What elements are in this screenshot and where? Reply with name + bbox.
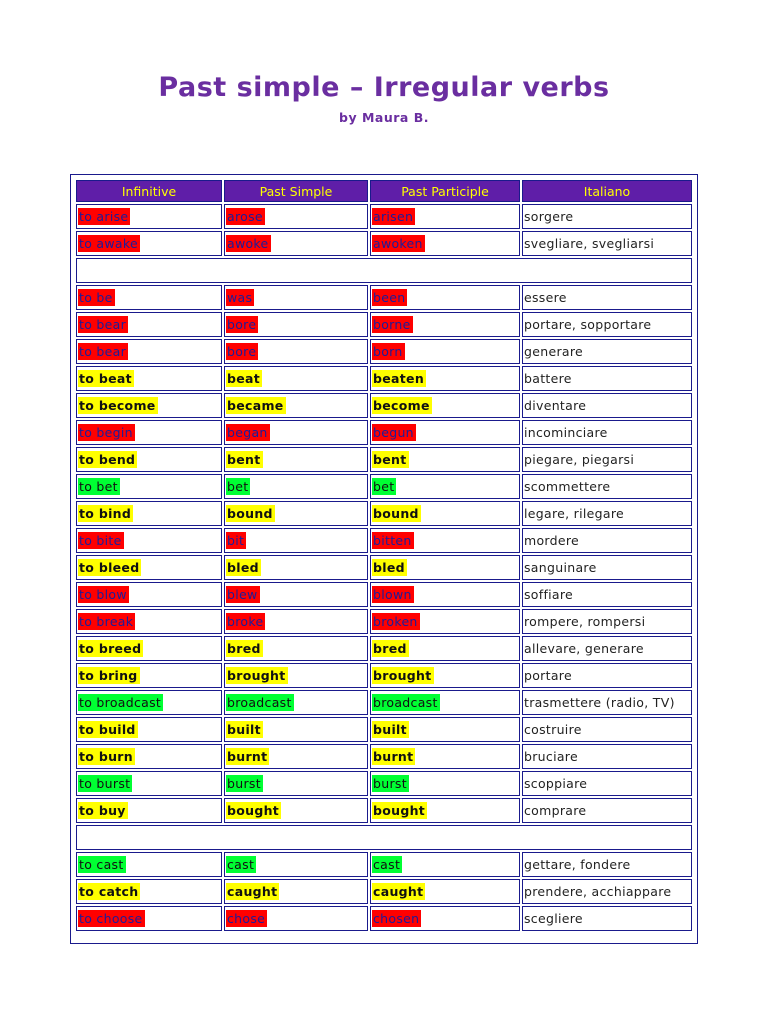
italiano-text: rompere, rompersi [524,614,646,629]
past-participle-text: borne [373,317,411,332]
infinitive-cell [76,879,222,904]
past-participle-cell [370,231,520,256]
past-simple-cell [224,582,368,607]
past-participle-cell [370,420,520,445]
table-body [76,204,692,931]
past-participle-text: broken [373,614,418,629]
infinitive-text: to bend [79,452,136,467]
table-row [76,798,692,823]
past-participle-text: brought [373,668,432,683]
table-row [76,771,692,796]
italiano-cell [522,744,692,769]
infinitive-cell [76,771,222,796]
past-simple-text: bore [227,344,257,359]
past-simple-cell [224,906,368,931]
past-participle-text: awoken [373,236,423,251]
infinitive-text: to become [79,398,156,413]
table-row [76,852,692,877]
past-simple-cell [224,609,368,634]
table-row [76,690,692,715]
past-participle-cell [370,798,520,823]
italiano-text: scommettere [524,479,611,494]
past-simple-cell [224,420,368,445]
past-simple-text: became [227,398,284,413]
past-simple-text: awoke [227,236,269,251]
infinitive-text: to break [79,614,134,629]
infinitive-cell [76,528,222,553]
infinitive-cell [76,204,222,229]
italiano-text: diventare [524,398,587,413]
past-participle-cell [370,474,520,499]
infinitive-text: to arise [79,209,129,224]
table-row [76,366,692,391]
table-row [76,420,692,445]
italiano-cell [522,447,692,472]
past-participle-cell [370,393,520,418]
past-simple-text: bent [227,452,261,467]
past-simple-text: burnt [227,749,268,764]
past-participle-cell [370,582,520,607]
past-simple-cell [224,771,368,796]
italiano-cell [522,312,692,337]
infinitive-text: to burn [79,749,133,764]
past-simple-text: bit [227,533,245,548]
infinitive-cell [76,906,222,931]
infinitive-text: to breed [79,641,142,656]
past-simple-text: was [227,290,253,305]
italiano-text: piegare, piegarsi [524,452,635,467]
table-row [76,663,692,688]
italiano-text: generare [524,344,583,359]
past-simple-cell [224,339,368,364]
table-row [76,906,692,931]
italiano-text: costruire [524,722,582,737]
past-participle-cell [370,609,520,634]
past-simple-text: brought [227,668,286,683]
past-participle-cell [370,717,520,742]
italiano-text: scegliere [524,911,583,926]
table-row [76,609,692,634]
table-row [76,879,692,904]
italiano-cell [522,852,692,877]
italiano-cell [522,393,692,418]
past-participle-text: burnt [373,749,414,764]
italiano-cell [522,609,692,634]
infinitive-text: to bite [79,533,122,548]
italiano-cell [522,474,692,499]
past-simple-text: bet [227,479,249,494]
italiano-cell [522,366,692,391]
infinitive-text: to bear [79,344,127,359]
spacer-cell [76,825,692,850]
infinitive-cell [76,690,222,715]
infinitive-cell [76,447,222,472]
infinitive-text: to bleed [79,560,140,575]
italiano-cell [522,231,692,256]
past-participle-text: caught [373,884,424,899]
past-simple-cell [224,285,368,310]
header-past-participle: Past Participle [370,180,520,202]
past-participle-cell [370,339,520,364]
italiano-text: essere [524,290,567,305]
page-title: Past simple – Irregular verbs [158,72,610,103]
infinitive-text: to choose [79,911,143,926]
past-simple-text: beat [227,371,261,386]
past-simple-text: cast [227,857,255,872]
infinitive-text: to beat [79,371,132,386]
infinitive-cell [76,312,222,337]
italiano-text: portare, sopportare [524,317,652,332]
italiano-text: gettare, fondere [524,857,631,872]
past-participle-text: broadcast [373,695,438,710]
past-simple-cell [224,393,368,418]
past-participle-cell [370,690,520,715]
infinitive-cell [76,366,222,391]
past-simple-text: arose [227,209,263,224]
past-simple-text: broadcast [227,695,292,710]
table-spacer-row [76,825,692,850]
past-simple-cell [224,204,368,229]
infinitive-cell [76,231,222,256]
infinitive-text: to bring [79,668,138,683]
infinitive-text: to burst [79,776,131,791]
past-participle-text: chosen [373,911,420,926]
italiano-text: scoppiare [524,776,588,791]
past-participle-text: built [373,722,407,737]
verbs-table-frame [70,174,698,944]
past-simple-text: bred [227,641,261,656]
infinitive-cell [76,852,222,877]
past-participle-cell [370,447,520,472]
infinitive-cell [76,717,222,742]
past-simple-text: burst [227,776,261,791]
italiano-cell [522,420,692,445]
italiano-cell [522,690,692,715]
infinitive-text: to build [79,722,136,737]
spacer-cell [76,258,692,283]
table-row [76,393,692,418]
past-participle-text: bent [373,452,407,467]
past-simple-cell [224,744,368,769]
past-simple-cell [224,366,368,391]
past-simple-cell [224,879,368,904]
past-participle-cell [370,852,520,877]
verbs-table [74,178,694,933]
infinitive-cell [76,663,222,688]
infinitive-cell [76,636,222,661]
past-participle-cell [370,285,520,310]
past-simple-cell [224,447,368,472]
italiano-cell [522,528,692,553]
infinitive-cell [76,339,222,364]
infinitive-cell [76,285,222,310]
italiano-cell [522,717,692,742]
past-participle-text: arisen [373,209,414,224]
past-simple-text: blew [227,587,258,602]
past-simple-cell [224,717,368,742]
italiano-text: prendere, acchiappare [524,884,672,899]
past-participle-text: blown [373,587,412,602]
italiano-cell [522,771,692,796]
infinitive-text: to bind [79,506,132,521]
infinitive-text: to broadcast [79,695,162,710]
past-simple-text: built [227,722,261,737]
infinitive-cell [76,420,222,445]
past-participle-text: burst [373,776,407,791]
italiano-cell [522,204,692,229]
past-participle-text: cast [373,857,401,872]
infinitive-text: to awake [79,236,138,251]
infinitive-text: to buy [79,803,126,818]
table-row [76,339,692,364]
past-simple-cell [224,501,368,526]
italiano-text: sanguinare [524,560,597,575]
italiano-text: svegliare, svegliarsi [524,236,655,251]
past-simple-text: bore [227,317,257,332]
infinitive-text: to blow [79,587,127,602]
italiano-text: trasmettere (radio, TV) [524,695,675,710]
past-participle-text: bled [373,560,405,575]
italiano-cell [522,879,692,904]
italiano-cell [522,582,692,607]
past-participle-text: bound [373,506,419,521]
italiano-cell [522,339,692,364]
past-simple-cell [224,663,368,688]
italiano-cell [522,555,692,580]
table-spacer-row [76,258,692,283]
past-participle-text: bitten [373,533,412,548]
past-participle-cell [370,663,520,688]
italiano-cell [522,798,692,823]
past-simple-text: bled [227,560,259,575]
italiano-cell [522,906,692,931]
table-row [76,447,692,472]
past-participle-text: become [373,398,430,413]
infinitive-text: to cast [79,857,124,872]
past-participle-cell [370,771,520,796]
infinitive-text: to bet [79,479,118,494]
past-simple-cell [224,528,368,553]
infinitive-cell [76,798,222,823]
italiano-text: incominciare [524,425,608,440]
infinitive-cell [76,393,222,418]
past-participle-text: been [373,290,406,305]
past-simple-cell [224,690,368,715]
table-row [76,717,692,742]
italiano-text: comprare [524,803,587,818]
past-simple-cell [224,852,368,877]
past-simple-cell [224,798,368,823]
table-row [76,555,692,580]
italiano-text: portare [524,668,572,683]
past-participle-text: beaten [373,371,425,386]
infinitive-cell [76,582,222,607]
table-header-row [76,180,692,202]
infinitive-text: to be [79,290,113,305]
past-participle-cell [370,366,520,391]
italiano-cell [522,636,692,661]
past-participle-text: bet [373,479,395,494]
infinitive-cell [76,474,222,499]
past-participle-text: begun [373,425,414,440]
infinitive-text: to bear [79,317,127,332]
table-row [76,204,692,229]
header-italiano: Italiano [522,180,692,202]
italiano-cell [522,285,692,310]
past-simple-text: bound [227,506,273,521]
past-simple-text: caught [227,884,278,899]
italiano-text: mordere [524,533,580,548]
past-participle-cell [370,501,520,526]
table-row [76,312,692,337]
italiano-text: soffiare [524,587,574,602]
past-participle-cell [370,555,520,580]
italiano-cell [522,663,692,688]
past-simple-cell [224,636,368,661]
header-infinitive: Infinitive [76,180,222,202]
past-simple-cell [224,231,368,256]
table-row [76,744,692,769]
past-participle-cell [370,744,520,769]
past-simple-text: chose [227,911,266,926]
infinitive-text: to begin [79,425,133,440]
italiano-text: sorgere [524,209,574,224]
past-simple-cell [224,312,368,337]
past-simple-cell [224,474,368,499]
past-participle-text: bred [373,641,407,656]
table-row [76,582,692,607]
italiano-text: allevare, generare [524,641,644,656]
past-participle-text: born [373,344,403,359]
table-row [76,231,692,256]
table-row [76,474,692,499]
past-simple-text: bought [227,803,280,818]
past-participle-cell [370,879,520,904]
past-participle-text: bought [373,803,426,818]
infinitive-cell [76,609,222,634]
table-row [76,285,692,310]
infinitive-cell [76,744,222,769]
header-past-simple: Past Simple [224,180,368,202]
table-row [76,636,692,661]
past-participle-cell [370,528,520,553]
italiano-cell [522,501,692,526]
past-simple-text: broke [227,614,264,629]
past-participle-cell [370,636,520,661]
infinitive-cell [76,555,222,580]
past-participle-cell [370,312,520,337]
page-subtitle: by Maura B. [339,110,429,125]
past-simple-text: began [227,425,268,440]
past-participle-cell [370,906,520,931]
table-row [76,501,692,526]
italiano-text: legare, rilegare [524,506,624,521]
table-row [76,528,692,553]
past-simple-cell [224,555,368,580]
infinitive-cell [76,501,222,526]
infinitive-text: to catch [79,884,139,899]
past-participle-cell [370,204,520,229]
italiano-text: battere [524,371,572,386]
italiano-text: bruciare [524,749,578,764]
